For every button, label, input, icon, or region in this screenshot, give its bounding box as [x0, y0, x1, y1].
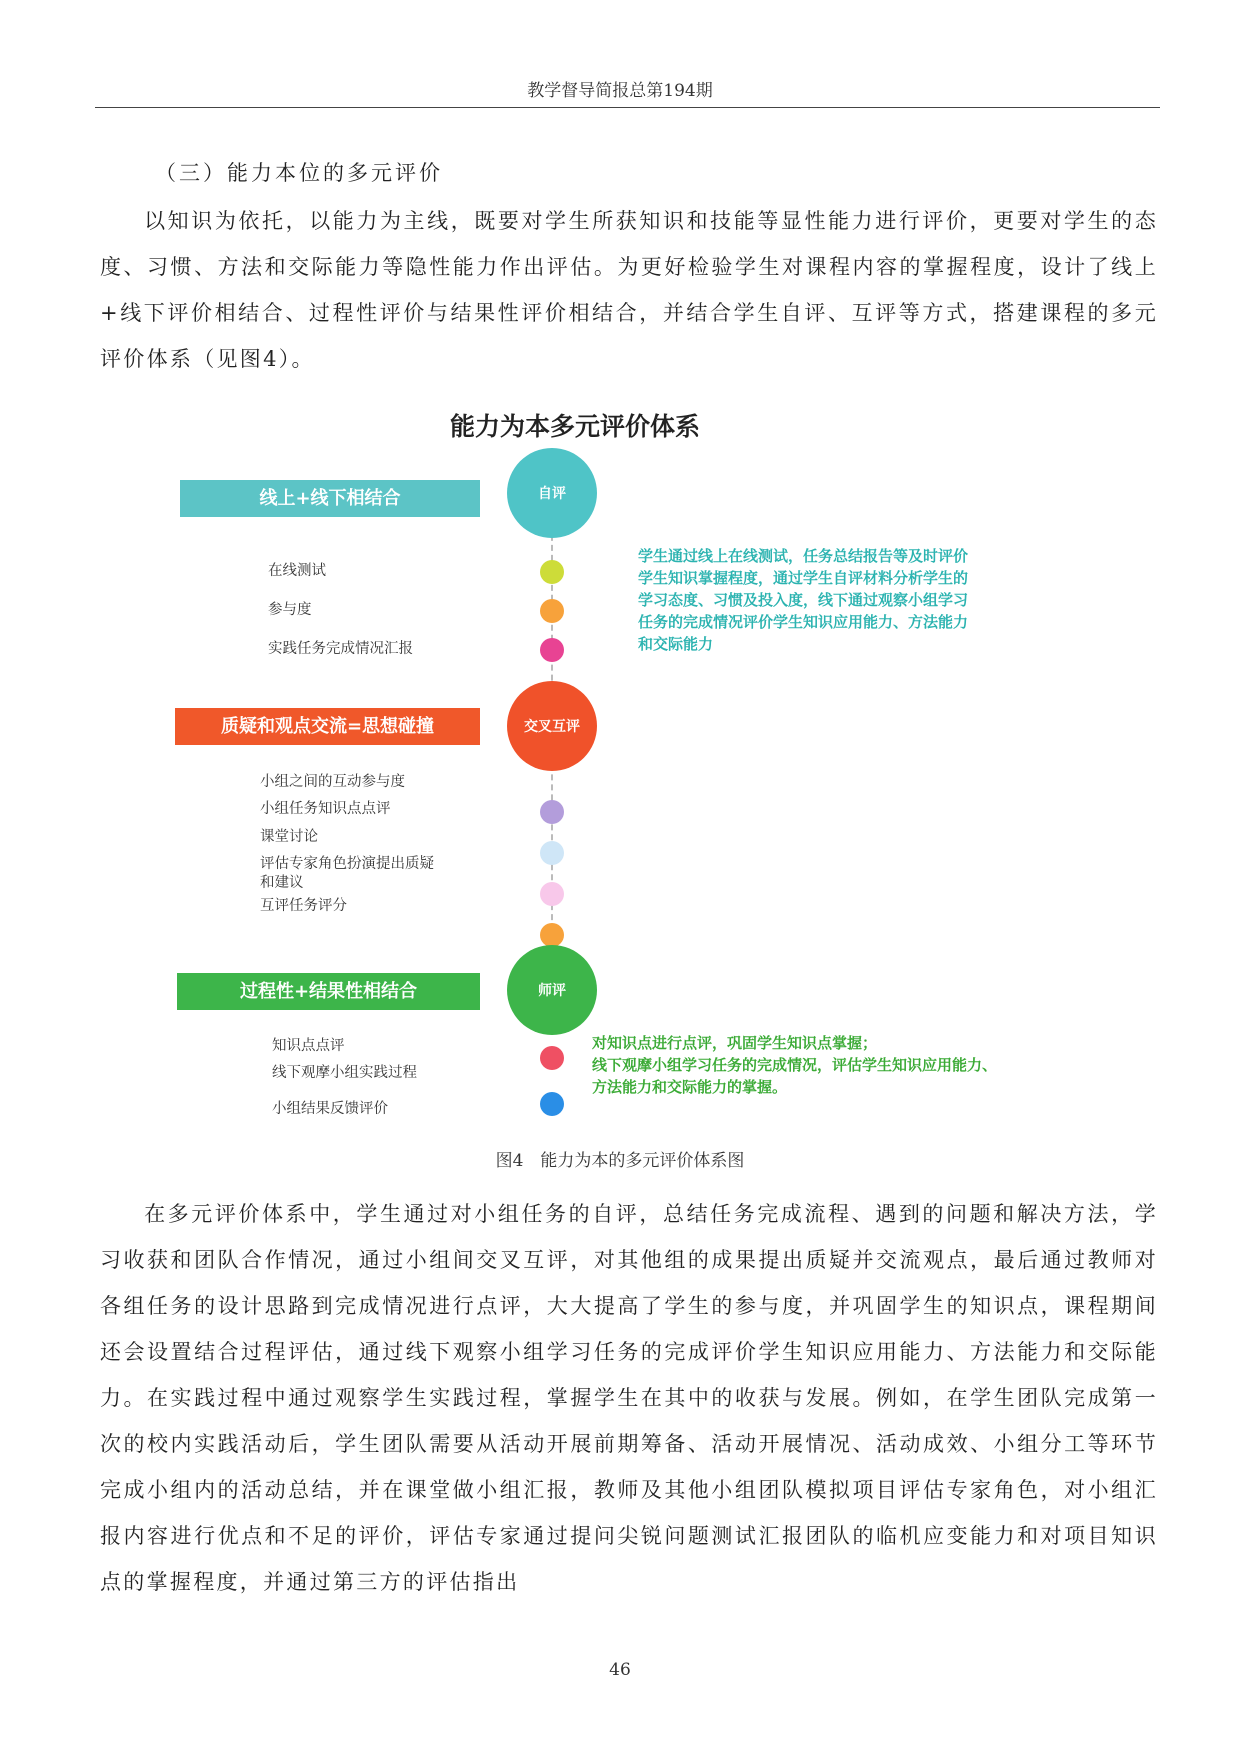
item-group-interaction: 小组之间的互动参与度 [260, 774, 405, 790]
teacher-evaluation-description: 对知识点进行点评，巩固学生知识点掌握； 线下观摩小组学习任务的完成情况，评估学生知识应用能力、 方法能力和交际能力的掌握。 [592, 1034, 998, 1096]
page-number: 46 [609, 1660, 631, 1680]
item-task-review: 小组任务知识点点评 [260, 801, 391, 817]
dot-4 [540, 800, 564, 824]
dot-9 [540, 1092, 564, 1116]
item-class-discussion: 课堂讨论 [260, 829, 318, 845]
dot-1 [540, 560, 564, 584]
body-paragraph-1 [100, 198, 1158, 382]
banner-online-offline: 线上+线下相结合 [180, 480, 480, 517]
item-practice-report: 实践任务完成情况汇报 [268, 641, 413, 657]
item-offline-observation: 线下观摩小组实践过程 [272, 1065, 417, 1081]
paragraph-text: 在多元评价体系中，学生通过对小组任务的自评，总结任务完成流程、遇到的问题和解决方法，学习收获和团队合作情况，通过小组间交叉互评，对其他组的成果提出质疑并交流观点，最后通过教师对各组任务的设计思路到完成情况进行点评，大大提高了学生的参与度，并巩固学生的知识点，课程期间还会设置结合过程评估，通过线下观察小组学习任务的完成评价学生知识应用能力、方法能力和交际能力。在实践过程中通过观察学生实践过程，掌握学生在其中的收获与发展。例如，在学生团队完成第一次的校内实践活动后，学生团队需要从活动开展前期筹备、活动开展情况、活动成效、小组分工等环节完成小组内的活动总结，并在课堂做小组汇报，教师及其他小组团队模拟项目评估专家角色，对小组汇报内容进行优点和不足的评价，评估专家通过提问尖锐问题测试汇报团队的临机应变能力和对项目知识点的掌握程度，并通过第三方的评估指出 [100, 1202, 1158, 1594]
paragraph-text: 以知识为依托，以能力为主线，既要对学生所获知识和技能等显性能力进行评价，更要对学生的态度、习惯、方法和交际能力等隐性能力作出评估。为更好检验学生对课程内容的掌握程度，设计了线上+线下评价相结合、过程性评价与结果性评价相结合，并结合学生自评、互评等方式，搭建课程的多元评价体系（见图4）。 [100, 209, 1158, 371]
dot-7 [540, 923, 564, 947]
banner-questioning-exchange: 质疑和观点交流=思想碰撞 [175, 708, 480, 745]
dot-6 [540, 882, 564, 906]
node-self-evaluation: 自评 [507, 448, 597, 538]
item-result-feedback: 小组结果反馈评价 [272, 1101, 388, 1117]
item-expert-role: 评估专家角色扮演提出质疑 和建议 [260, 856, 434, 891]
item-online-test: 在线测试 [268, 563, 326, 579]
section-heading: （三）能力本位的多元评价 [155, 161, 443, 185]
node-teacher-evaluation: 师评 [507, 945, 597, 1035]
banner-process-result: 过程性+结果性相结合 [177, 973, 480, 1010]
item-knowledge-review: 知识点点评 [272, 1038, 345, 1054]
running-header: 教学督导简报总第194期 [527, 81, 713, 101]
figure-title: 能力为本多元评价体系 [449, 412, 700, 441]
dot-8 [540, 1046, 564, 1070]
self-evaluation-description: 学生通过线上在线测试，任务总结报告等及时评价学生知识掌握程度，通过学生自评材料分析学生的学习态度、习惯及投入度，线下通过观察小组学习任务的完成情况评价学生知识应用能力、方法能力和交际能力 [638, 547, 969, 653]
dot-5 [540, 841, 564, 865]
node-cross-evaluation: 交叉互评 [507, 681, 597, 771]
evaluation-system-figure [160, 395, 1090, 1135]
body-paragraph-2 [100, 1191, 1158, 1605]
item-participation: 参与度 [268, 602, 312, 618]
dot-3 [540, 638, 564, 662]
header-divider [95, 107, 1160, 108]
figure-caption: 图4 能力为本的多元评价体系图 [495, 1151, 745, 1171]
item-peer-scoring: 互评任务评分 [260, 898, 347, 914]
dot-2 [540, 599, 564, 623]
